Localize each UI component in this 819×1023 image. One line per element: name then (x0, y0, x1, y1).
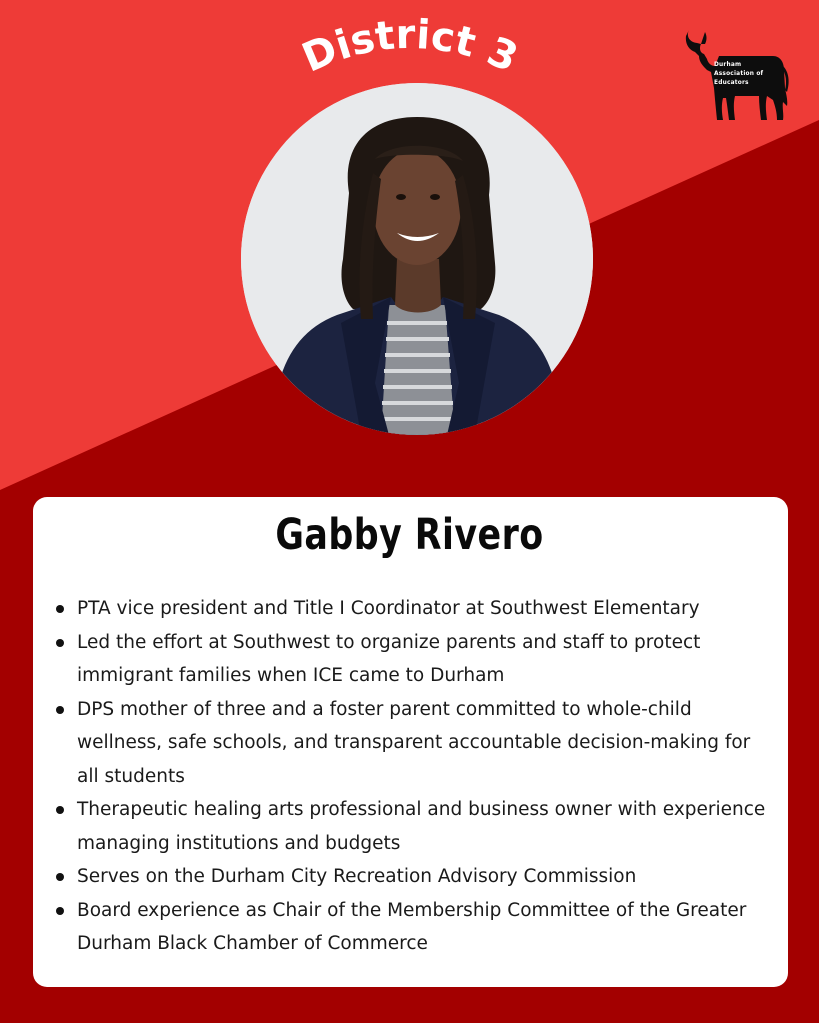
logo-line-1: Durham (714, 60, 742, 68)
district-title: District 3 (295, 11, 525, 82)
logo-line-3: Educators (714, 78, 749, 86)
portrait-illustration (241, 83, 593, 435)
list-item: DPS mother of three and a foster parent committed to whole-child wellness, safe schools, and transparent accountable decision-making for all students (55, 693, 770, 794)
bio-list (55, 592, 770, 961)
list-item: Board experience as Chair of the Membership Committee of the Greater Durham Black Chamber of Commerce (55, 894, 770, 961)
list-item: Serves on the Durham City Recreation Advisory Commission (55, 860, 770, 894)
list-item: PTA vice president and Title I Coordinator at Southwest Elementary (55, 592, 770, 626)
list-item: Led the effort at Southwest to organize parents and staff to protect immigrant families when ICE came to Durham (55, 626, 770, 693)
logo-line-2: Association of (714, 69, 764, 77)
candidate-photo (241, 83, 593, 435)
candidate-name: Gabby Rivero (275, 510, 544, 560)
list-item: Therapeutic healing arts professional and business owner with experience managing institutions and budgets (55, 793, 770, 860)
logo-text (714, 60, 794, 87)
